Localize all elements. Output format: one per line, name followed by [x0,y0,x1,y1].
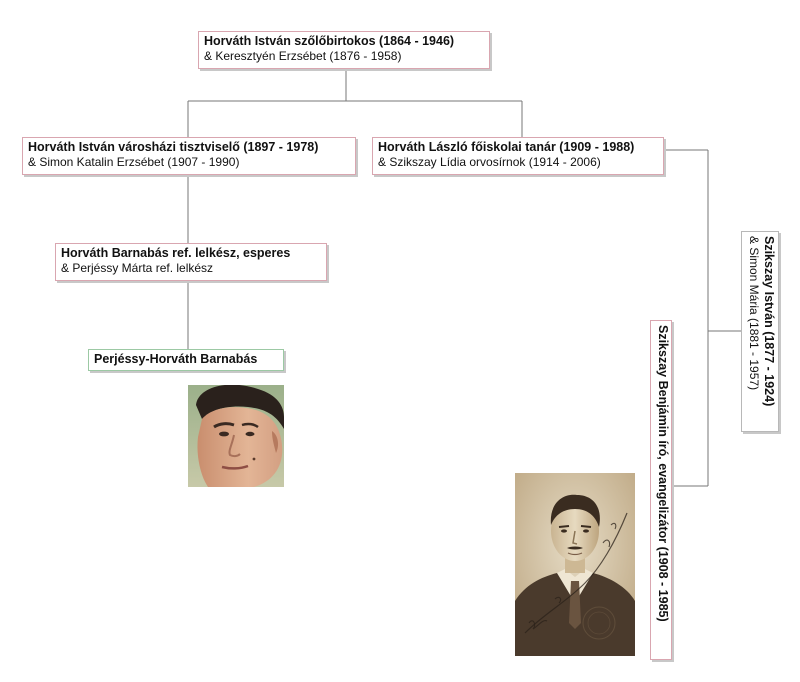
person-szikszay-istvan-name: Szikszay István (1877 - 1924) [762,236,776,407]
person-szikszay-benjamin-name: Szikszay Benjámin író, evangelizátor (1908 - 1985) [656,325,670,622]
person-greatgrandchild[interactable] [88,349,284,371]
person-root[interactable] [198,31,490,69]
person-child1-name: Horváth István városházi tisztviselő (1897 - 1978) [28,140,319,154]
person-greatgrandchild-name: Perjéssy-Horváth Barnabás [94,352,258,366]
portrait-photo-benjamin [515,473,635,656]
sepia-portrait-icon [515,473,635,656]
portrait-photo-icon [188,385,284,487]
person-szikszay-istvan[interactable] [741,231,779,432]
person-child2-name: Horváth László főiskolai tanár (1909 - 1988) [378,140,635,154]
person-root-spouse: & Keresztyén Erzsébet (1876 - 1958) [204,49,402,63]
person-grandchild-name: Horváth Barnabás ref. lelkész, esperes [61,246,291,260]
portrait-photo-barnabas [188,385,284,487]
person-child2[interactable] [372,137,664,175]
person-szikszay-istvan-text [746,236,776,406]
person-root-name: Horváth István szőlőbirtokos (1864 - 1946) [204,34,455,48]
person-child1-spouse: & Simon Katalin Erzsébet (1907 - 1990) [28,155,240,169]
person-child2-spouse: & Szikszay Lídia orvosírnok (1914 - 2006) [378,155,601,169]
person-child1[interactable] [22,137,356,175]
person-szikszay-benjamin[interactable] [650,320,672,660]
person-grandchild-spouse: & Perjéssy Márta ref. lelkész [61,261,214,275]
person-grandchild[interactable] [55,243,327,281]
person-szikszay-istvan-spouse: & Simon Mária (1881 - 1957) [747,236,761,391]
person-szikszay-benjamin-text [655,325,670,622]
